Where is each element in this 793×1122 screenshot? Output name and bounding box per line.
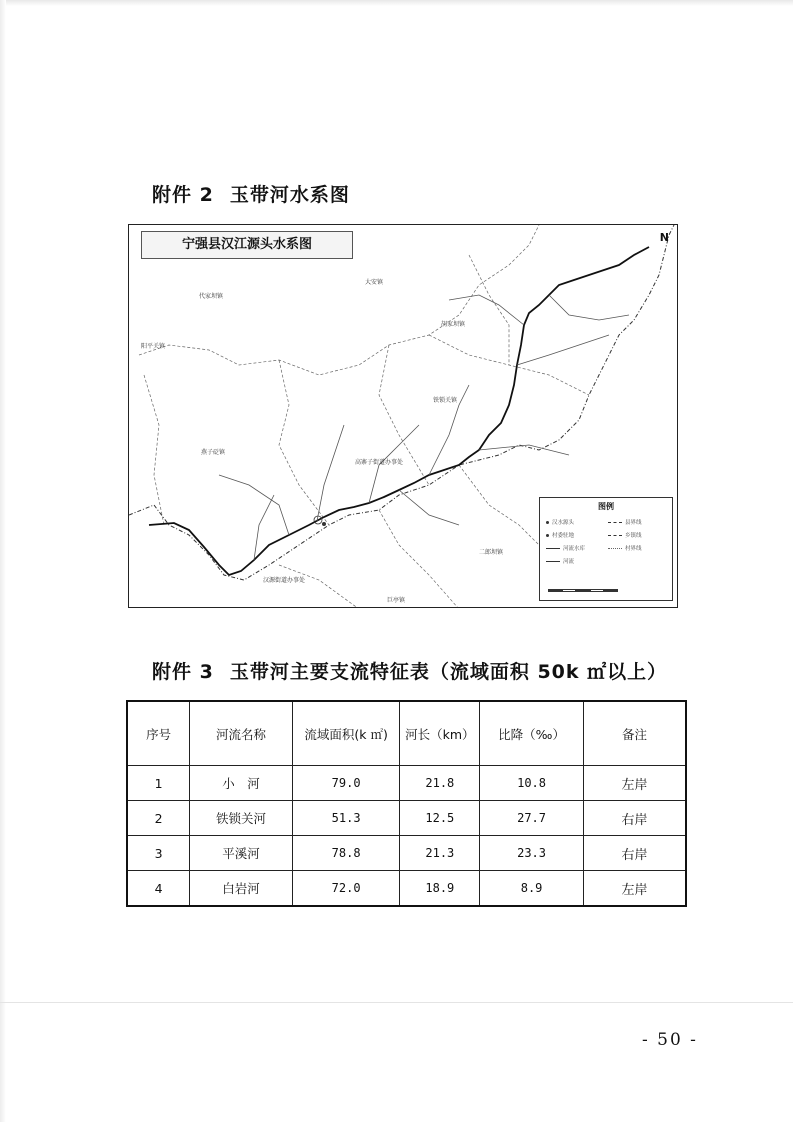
legend-item [608,531,666,539]
place-label: 燕子砭镇 [201,449,226,456]
legend-label: 河流水库 [563,546,586,552]
map-legend [539,497,673,601]
table-cell: 2 [127,801,190,836]
attachment-3-heading [152,657,667,684]
table-cell: 18.9 [400,871,480,907]
legend-label: 汉水源头 [552,520,575,526]
table-cell: 21.3 [400,836,480,871]
table-cell: 10.8 [480,766,584,801]
table-cell: 4 [127,871,190,907]
table-row [127,766,686,801]
tributary [219,475,289,535]
township-boundary [279,360,329,525]
attachment-2-heading [152,180,350,207]
dot-icon [546,521,549,524]
scale-bar [548,589,618,592]
settlement-marker [322,522,326,526]
legend-label: 县界线 [625,520,642,526]
tributary [399,490,459,525]
table-cell: 3 [127,836,190,871]
tributary-characteristics-table [126,700,687,907]
legend-item [546,557,604,565]
table-row [127,871,686,907]
township-boundary [379,510,459,608]
tributary [549,295,629,320]
place-label: 高寨子街道办事处 [355,459,404,466]
legend-label: 村界线 [625,546,642,552]
column-header: 备注 [583,701,686,766]
attachment-3-title: 玉带河主要支流特征表（流域面积 50k ㎡以上） [229,661,668,683]
table-cell: 8.9 [480,871,584,907]
township-boundary [144,375,164,525]
legend-item [546,531,604,539]
table-row [127,836,686,871]
table-cell: 72.0 [292,871,400,907]
map-title: 宁强县汉江源头水系图 [141,231,353,259]
place-label: 巨亭镇 [387,597,406,604]
dash-line-icon [608,535,622,536]
table-cell: 白岩河 [190,871,293,907]
tributary [479,445,569,455]
column-header: 流域面积(k ㎡) [292,701,400,766]
table-cell: 23.3 [480,836,584,871]
table-cell: 78.8 [292,836,400,871]
attachment-2-number: 附件 2 [152,184,214,206]
page-edge-top [0,0,793,6]
line-icon [546,548,560,549]
legend-item [608,518,666,526]
township-boundary [459,465,539,545]
river-system-map [128,224,678,608]
table-cell: 21.8 [400,766,480,801]
table-cell: 铁锁关河 [190,801,293,836]
table-cell: 右岸 [583,801,686,836]
tributary-table-container [126,700,687,907]
legend-title: 图例 [598,502,614,511]
table-cell: 79.0 [292,766,400,801]
legend-item [546,544,604,552]
place-label: 铁锁关镇 [433,397,458,404]
legend-label: 村委驻地 [552,533,575,539]
place-label: 大安镇 [365,279,384,286]
table-cell: 小 河 [190,766,293,801]
legend-label: 河流 [563,559,575,565]
north-arrow-icon: N [659,231,669,244]
township-boundary [469,255,509,365]
township-boundary [279,565,359,608]
dot-icon [546,534,549,537]
dash-line-icon [608,522,622,523]
column-header: 比降（‰） [480,701,584,766]
attachment-3-number: 附件 3 [152,661,214,683]
page-number: - 50 - [642,1030,698,1050]
table-cell: 平溪河 [190,836,293,871]
legend-item [546,518,604,526]
tributary [517,335,609,365]
table-cell: 左岸 [583,766,686,801]
table-cell: 右岸 [583,836,686,871]
place-label: 代家坝镇 [199,293,224,300]
place-label: 阳平关镇 [141,343,166,350]
attachment-2-title: 玉带河水系图 [229,184,350,206]
column-header: 序号 [127,701,190,766]
tributary [317,425,344,521]
table-row [127,801,686,836]
table-cell: 左岸 [583,871,686,907]
place-label: 二郎坝镇 [479,549,504,556]
column-header: 河长（km） [400,701,480,766]
table-cell: 27.7 [480,801,584,836]
legend-item [608,544,666,552]
dotted-line-icon [608,548,622,549]
line-icon [546,561,560,562]
table-cell: 12.5 [400,801,480,836]
page-edge-left [0,0,6,1122]
table-header-row [127,701,686,766]
place-label: 胡家坝镇 [441,321,466,328]
place-label: 汉源街道办事处 [263,577,306,584]
legend-label: 乡镇线 [625,533,642,539]
table-cell: 51.3 [292,801,400,836]
column-header: 河流名称 [190,701,293,766]
table-cell: 1 [127,766,190,801]
footer-divider [0,1002,793,1003]
